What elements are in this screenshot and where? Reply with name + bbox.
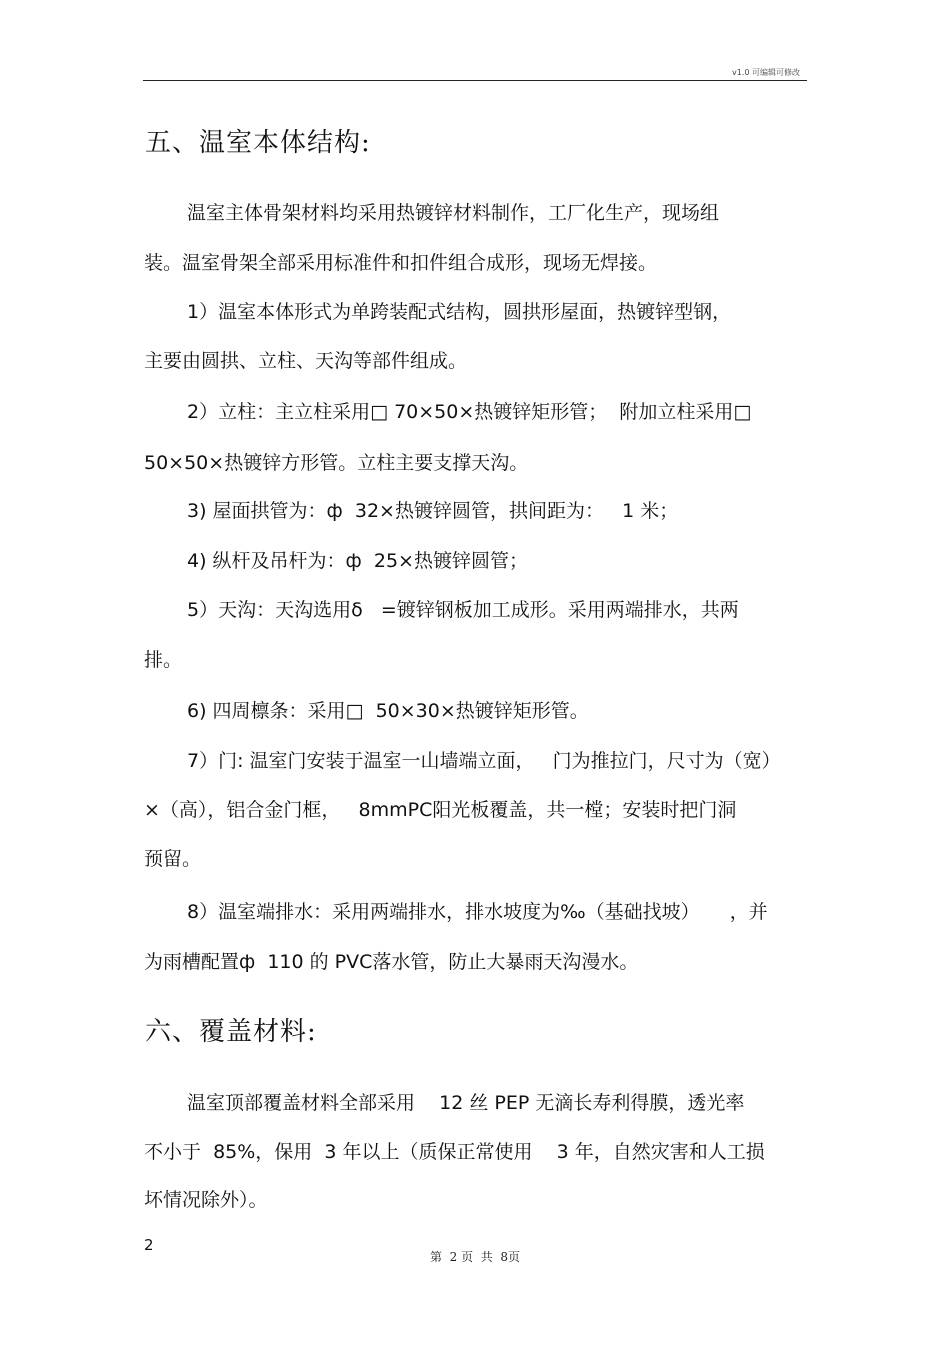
section-5-line: 2）立柱：主立柱采用□ 70×50×热镀锌矩形管； 附加立柱采用□ (187, 401, 752, 423)
section-6-line: 坏情况除外）。 (144, 1189, 268, 1211)
section-5-line: 排。 (144, 649, 183, 671)
section-5-line: 6) 四周檩条：采用□ 50×30×热镀锌矩形管。 (187, 700, 589, 722)
header-rule (143, 80, 807, 81)
section-5-line: 3) 屋面拱管为：ф 32×热镀锌圆管，拱间距为： 1 米； (187, 500, 679, 522)
section-5-line: 温室主体骨架材料均采用热镀锌材料制作，工厂化生产，现场组 (187, 202, 720, 224)
section-5-line: 主要由圆拱、立柱、天沟等部件组成。 (144, 350, 468, 372)
section-5-line: 4) 纵杆及吊杆为：ф 25×热镀锌圆管； (187, 550, 528, 572)
section-5-line: 50×50×热镀锌方形管。立柱主要支撑天沟。 (144, 452, 529, 474)
section-5-line: 7）门: 温室门安装于温室一山墙端立面， 门为推拉门，尺寸为（宽） (187, 750, 781, 772)
section-5-line: 装。温室骨架全部采用标准件和扣件组合成形，现场无焊接。 (144, 252, 658, 274)
section-6-line: 温室顶部覆盖材料全部采用 12 丝 PEP 无滴长寿利得膜，透光率 (187, 1092, 745, 1114)
section-6-title: 六、覆盖材料: (145, 1017, 317, 1047)
page-number-mark: 2 (144, 1236, 154, 1254)
section-5-line: 5）天沟：天沟选用δ =镀锌钢板加工成形。采用两端排水，共两 (187, 599, 739, 621)
section-5-line: 1）温室本体形式为单跨装配式结构，圆拱形屋面，热镀锌型钢， (187, 301, 732, 323)
page-footer: 第 2 页 共 8页 (430, 1250, 520, 1264)
section-5-line: 预留。 (144, 848, 202, 870)
section-5-title: 五、温室本体结构: (145, 128, 371, 158)
section-5-line: ×（高），铝合金门框， 8mmPC阳光板覆盖，共一樘；安装时把门洞 (144, 799, 737, 821)
header-version: v1.0 可编辑可修改 (732, 68, 800, 77)
section-6-line: 不小于 85%，保用 3 年以上（质保正常使用 3 年，自然灾害和人工损 (144, 1141, 765, 1163)
section-5-line: 为雨槽配置ф 110 的 PVC落水管，防止大暴雨天沟漫水。 (144, 951, 639, 973)
section-5-line: 8）温室端排水：采用两端排水，排水坡度为‰（基础找坡） ，并 (187, 901, 768, 923)
